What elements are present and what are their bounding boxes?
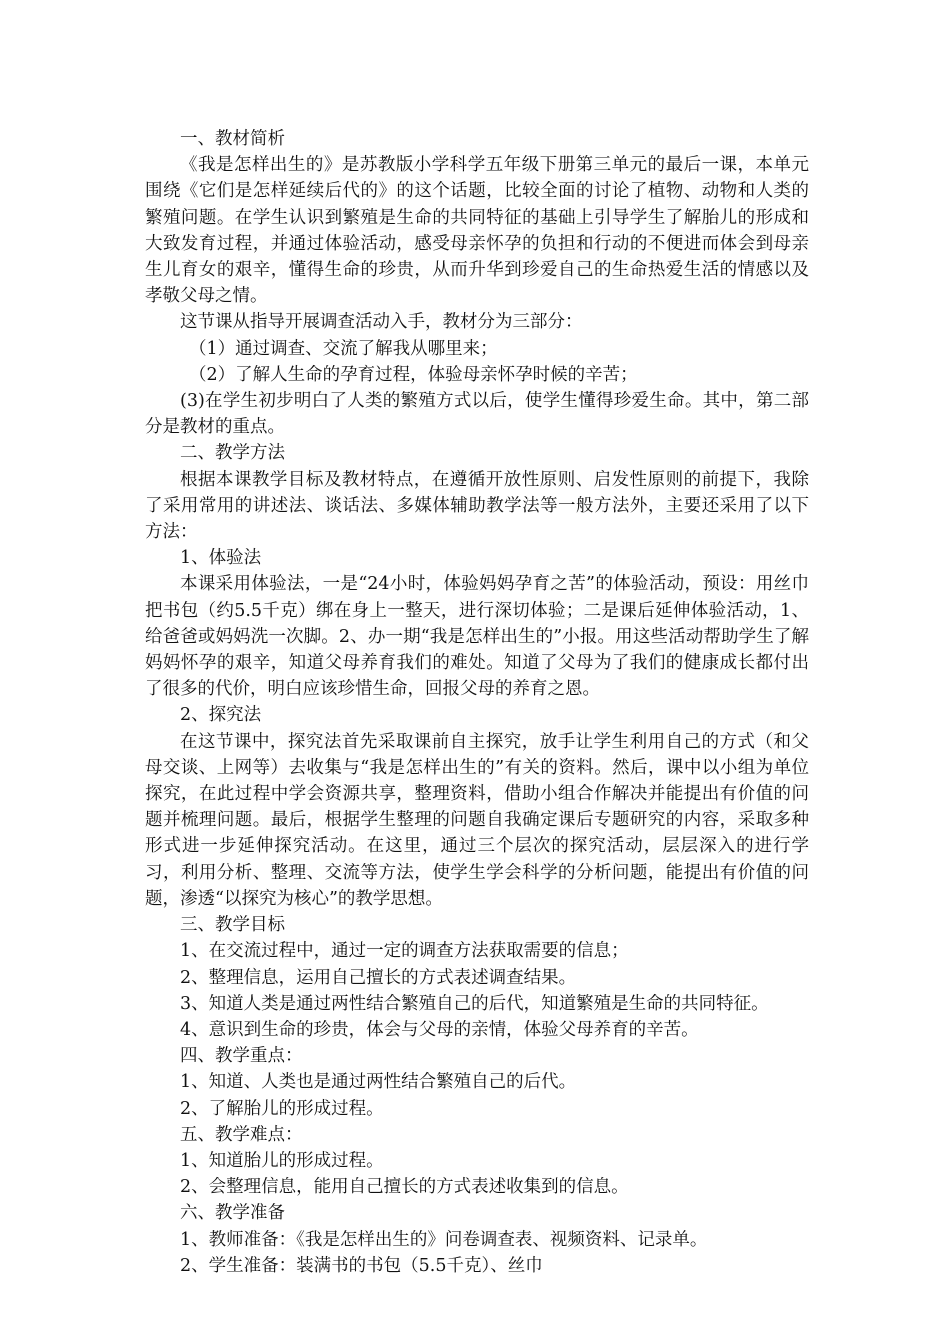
list-item: 1、在交流过程中，通过一定的调查方法获取需要的信息； <box>180 941 629 962</box>
section-heading-5: 五、教学难点： <box>180 1124 303 1145</box>
list-item: 3、知道人类是通过两性结合繁殖自己的后代，知道繁殖是生命的共同特征。 <box>180 993 769 1014</box>
list-item: 1、知道胎儿的形成过程。 <box>180 1150 384 1171</box>
section-heading-1: 一、教材简析 <box>180 129 285 149</box>
subheading: 2、探究法 <box>180 705 262 726</box>
list-item: 2、整理信息，运用自己擅长的方式表述调查结果。 <box>180 967 577 988</box>
paragraph: 根据本课教学目标及教材特点，在遵循开放性原则、启发性原则的前提下，我除了采用常用的讲述法、谈话法、多媒体辅助教学法等一般方法外，主要还采用了以下方法： <box>145 469 809 543</box>
section-heading-2: 二、教学方法 <box>180 443 285 464</box>
paragraph: 《我是怎样出生的》是苏教版小学科学五年级下册第三单元的最后一课，本单元围绕《它们是怎样延续后代的》的这个话题，比较全面的讨论了植物、动物和人类的繁殖问题。在学生认识到繁殖是生命的共同特征的基础上引导学生了解胎儿的形成和大致发育过程，并通过体验活动，感受母亲怀孕的负担和行动的不便进而体会到母亲生儿育女的艰辛，懂得生命的珍贵，从而升华到珍爱自己的生命热爱生活的情感以及孝敬父母之情。 <box>145 155 809 307</box>
list-item: 4、意识到生命的珍贵，体会与父母的亲情，体验父母养育的辛苦。 <box>180 1019 699 1040</box>
list-item: 1、知道、人类也是通过两性结合繁殖自己的后代。 <box>180 1072 577 1093</box>
subheading: 1、体验法 <box>180 548 262 569</box>
list-item: （2）了解人生命的孕育过程，体验母亲怀孕时候的辛苦； <box>189 364 638 385</box>
list-item: 2、了解胎儿的形成过程。 <box>180 1098 384 1119</box>
list-item: (3)在学生初步明白了人类的繁殖方式以后，使学生懂得珍爱生命。其中，第二部分是教材的重点。 <box>145 391 809 438</box>
list-item: 2、会整理信息，能用自己擅长的方式表述收集到的信息。 <box>180 1177 629 1198</box>
document-body <box>145 126 809 1279</box>
section-heading-4: 四、教学重点： <box>180 1046 303 1067</box>
section-heading-6: 六、教学准备 <box>180 1203 285 1224</box>
list-item: 1、教师准备：《我是怎样出生的》问卷调查表、视频资料、记录单。 <box>180 1229 708 1250</box>
section-heading-3: 三、教学目标 <box>180 915 285 936</box>
list-item: 2、学生准备：装满书的书包（5.5千克）、丝巾 <box>180 1255 543 1276</box>
paragraph: 这节课从指导开展调查活动入手，教材分为三部分： <box>180 312 583 333</box>
paragraph: 在这节课中，探究法首先采取课前自主探究，放手让学生利用自己的方式（和父母交谈、上网等）去收集与“我是怎样出生的”有关的资料。然后，课中以小组为单位探究，在此过程中学会资源共享，整理资料，借助小组合作解决并能提出有价值的问题并梳理问题。最后，根据学生整理的问题自我确定课后专题研究的内容，采取多种形式进一步延伸探究活动。在这里，通过三个层次的探究活动，层层深入的进行学习，利用分析、整理、交流等方法，使学生学会科学的分析问题，能提出有价值的问题，渗透“以探究为核心”的教学思想。 <box>145 731 809 909</box>
list-item: （1）通过调查、交流了解我从哪里来； <box>189 338 498 359</box>
paragraph: 本课采用体验法，一是“24小时，体验妈妈孕育之苦”的体验活动，预设：用丝巾把书包（约5.5千克）绑在身上一整天，进行深切体验；二是课后延伸体验活动，1、给爸爸或妈妈洗一次脚。2、办一期“我是怎样出生的”小报。用这些活动帮助学生了解妈妈怀孕的艰辛，知道父母养育我们的难处。知道了父母为了我们的健康成长都付出了很多的代价，明白应该珍惜生命，回报父母的养育之恩。 <box>145 574 809 700</box>
